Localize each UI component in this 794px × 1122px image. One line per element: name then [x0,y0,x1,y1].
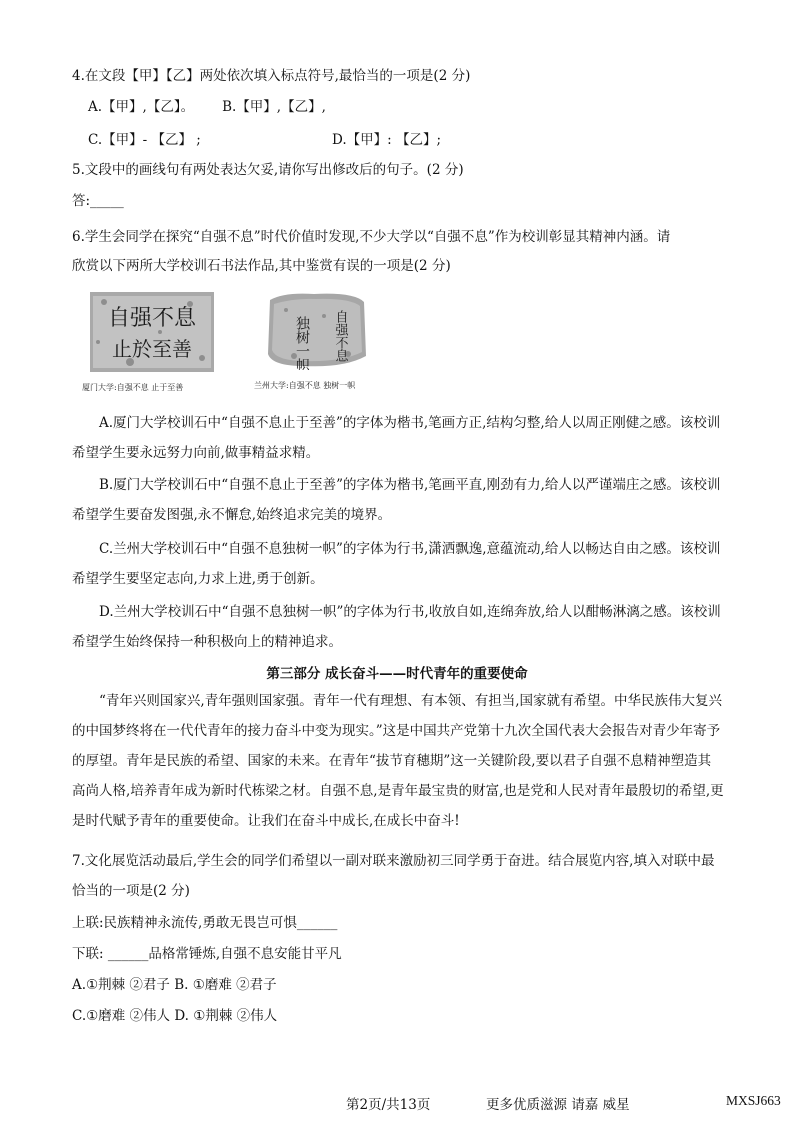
q6-option-b[interactable]: B.厦门大学校训石中“自强不息止于至善”的字体为楷书,笔画平直,刚劲有力,给人以严谨端庄之感。该校训希望学生要奋发图强,永不懈怠,始终追求完美的境界。 [72,477,721,523]
q7-upper-couplet: 上联:民族精神永流传,勇敢无畏岂可惧______ [72,915,338,931]
q4-option-c[interactable]: C.【甲】- 【乙】 ; [88,132,201,148]
q6-option-d[interactable]: D.兰州大学校训石中“自强不息独树一帜”的字体为行书,收放自如,连绵奔放,给人以酣畅淋漓之感。该校训希望学生始终保持一种积极向上的精神追求。 [72,604,721,650]
q6-stem-line1: 6.学生会同学在探究“自强不息”时代价值时发现,不少大学以“自强不息”作为校训彰显其精神内涵。请 [72,229,671,245]
q6-stem-line2: 欣赏以下两所大学校训石书法作品,其中鉴赏有误的一项是(2 分) [72,258,451,274]
q7-options-ab[interactable]: A.①荆棘 ②君子 B. ①磨难 ②君子 [72,977,277,993]
q5-stem: 5.文段中的画线句有两处表达欠妥,请你写出修改后的句子。(2 分) [72,162,464,178]
page-number: 第2页/共13页 [346,1097,431,1113]
q4-option-a[interactable]: A.【甲】,【乙】。 [88,99,195,115]
xiamen-caption: 厦门大学:自强不息 止于至善 [82,383,184,392]
q4-stem: 4.在文段【甲】【乙】两处依次填入标点符号,最恰当的一项是(2 分) [72,68,471,84]
q5-answer-line[interactable]: 答:_____ [72,193,124,209]
lanzhou-motto-stone-image [264,290,368,370]
xiamen-stone-line2: 止於至善 [112,337,192,361]
footer-promo: 更多优质滋源 请嘉 威星 [486,1097,630,1113]
q6-option-c[interactable]: C.兰州大学校训石中“自强不息独树一帜”的字体为行书,潇洒飘逸,意蕴流动,给人以畅达自由之感。该校训希望学生要坚定志向,力求上进,勇于创新。 [72,541,721,587]
xiamen-stone-line1: 自强不息 [107,306,197,331]
q7-stem: 7.文化展览活动最后,学生会的同学们希望以一副对联来激励初三同学勇于奋进。结合展览内容,填入对联中最恰当的一项是(2 分) [72,853,715,899]
lanzhou-stone-col1: 自强不息 [332,310,348,362]
section3-title: 第三部分 成长奋斗——时代青年的重要使命 [266,666,528,682]
q4-options-ab [88,97,326,117]
lanzhou-stone-col2: 独树一帜 [294,316,310,370]
lanzhou-caption: 兰州大学:自强不息 独树一帜 [254,381,356,390]
q7-lower-couplet: 下联: ______品格常锤炼,自强不息安能甘平凡 [72,946,342,962]
section3-passage: “青年兴则国家兴,青年强则国家强。青年一代有理想、有本领、有担当,国家就有希望。中华民族伟大复兴的中国梦终将在一代代青年的接力奋斗中变为现实。”这是中国共产党第十九次全国代表大会报告对青少年寄予的厚望。青年是民族的希望、国家的未来。在青年“拔节育穗期”这一关键阶段,要以君子自强不息精神塑造其高尚人格,培养青年成为新时代栋梁之材。自强不息,是青年最宝贵的财富,也是党和人民对青年最殷切的希望,更是时代赋予青年的重要使命。让我们在奋斗中成长,在成长中奋斗! [72,693,724,829]
lanzhou-stone-svg [264,290,368,370]
xiamen-stone-svg [90,292,214,372]
q4-option-d[interactable]: D.【甲】: 【乙】; [332,132,442,148]
footer-code: MXSJ663 [726,1093,781,1108]
q7-options-cd[interactable]: C.①磨难 ②伟人 D. ①荆棘 ②伟人 [72,1008,278,1024]
q4-options-cd [88,130,441,150]
xiamen-motto-stone-image [90,292,214,372]
q4-option-b[interactable]: B.【甲】,【乙】, [222,99,326,115]
q6-option-a[interactable]: A.厦门大学校训石中“自强不息止于至善”的字体为楷书,笔画方正,结构匀整,给人以周正刚健之感。该校训希望学生要永远努力向前,做事精益求精。 [72,415,721,461]
